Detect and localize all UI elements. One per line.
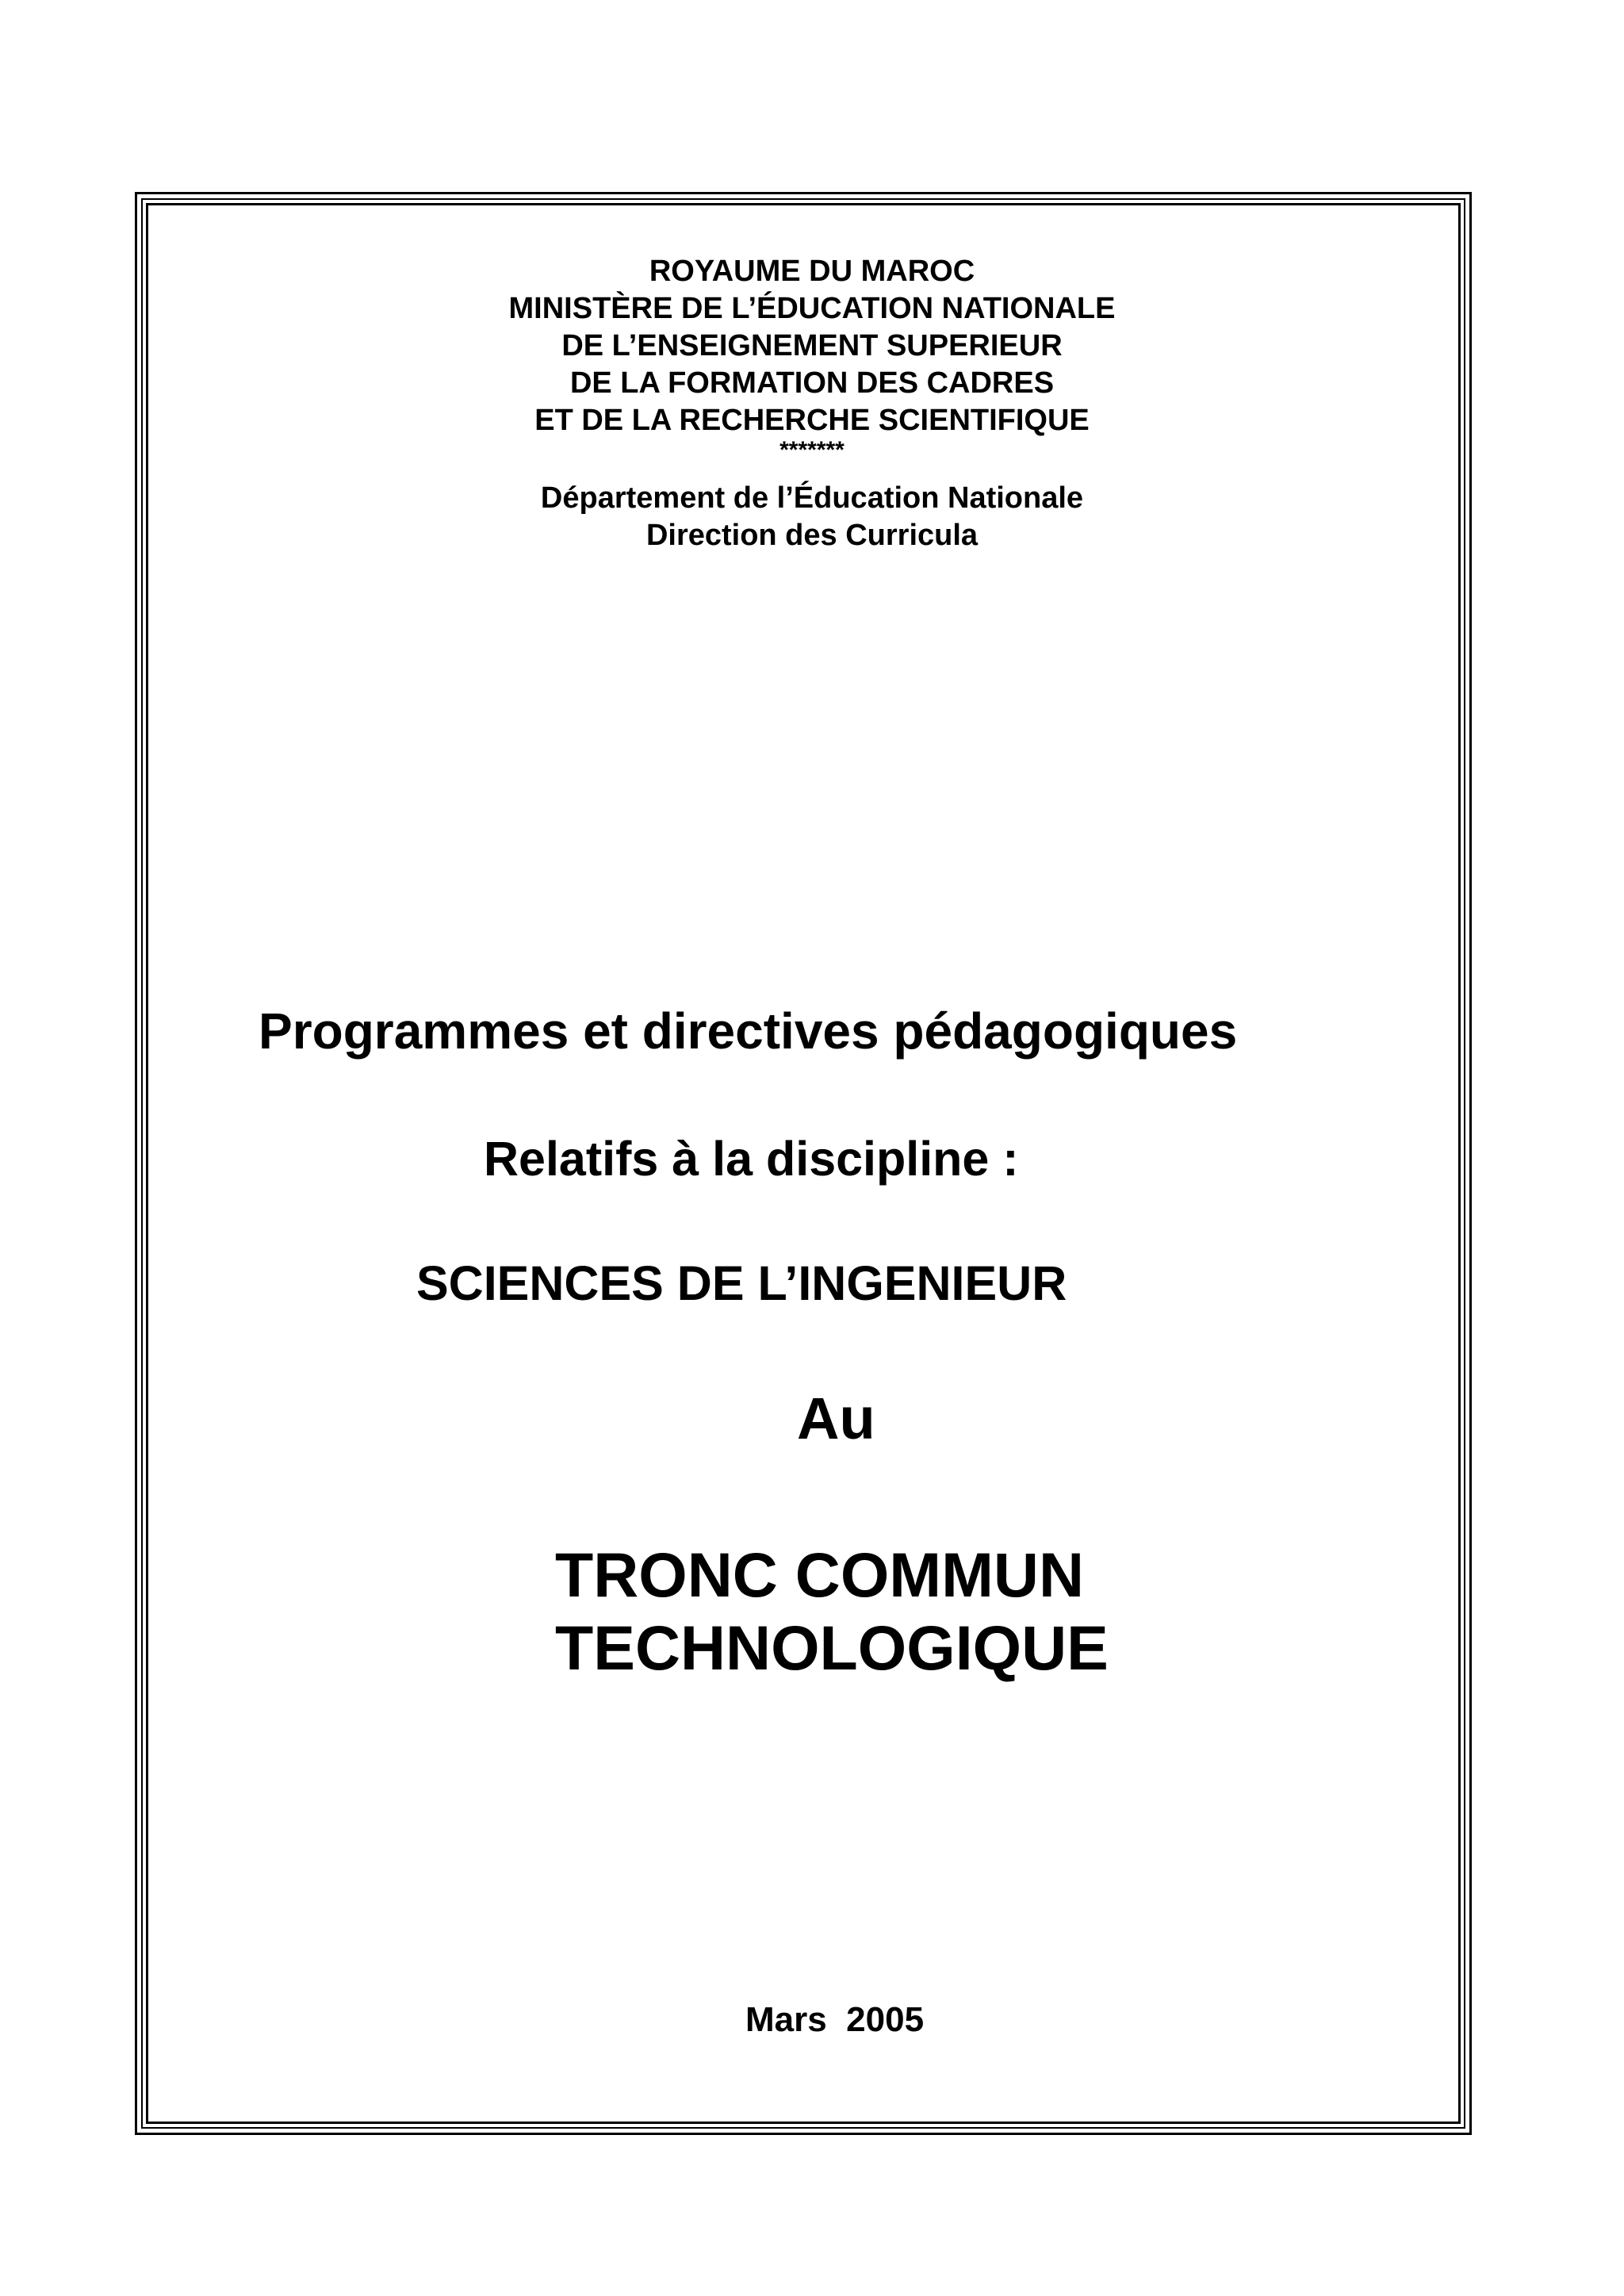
header-ministry: MINISTÈRE DE L’ÉDUCATION NATIONALE xyxy=(508,292,1116,325)
header-research: ET DE LA RECHERCHE SCIENTIFIQUE xyxy=(534,404,1090,437)
title-relatifs: Relatifs à la discipline : xyxy=(484,1132,1019,1186)
title-level-line2: TECHNOLOGIQUE xyxy=(555,1612,1109,1683)
header-direction: Direction des Curricula xyxy=(645,519,979,552)
header-department: Département de l’Éducation Nationale xyxy=(540,481,1084,515)
title-au: Au xyxy=(797,1386,875,1451)
header-higher-education: DE L’ENSEIGNEMENT SUPERIEUR xyxy=(561,329,1063,362)
header-separator: ******* xyxy=(779,437,845,463)
header-training: DE LA FORMATION DES CADRES xyxy=(569,366,1055,400)
title-discipline: SCIENCES DE L’INGENIEUR xyxy=(416,1256,1067,1310)
footer-date: Mars 2005 xyxy=(745,2000,925,2039)
header-kingdom: ROYAUME DU MAROC xyxy=(649,255,975,288)
title-level-line1: TRONC COMMUN xyxy=(555,1539,1085,1610)
title-programmes: Programmes et directives pédagogiques xyxy=(259,1002,1238,1060)
